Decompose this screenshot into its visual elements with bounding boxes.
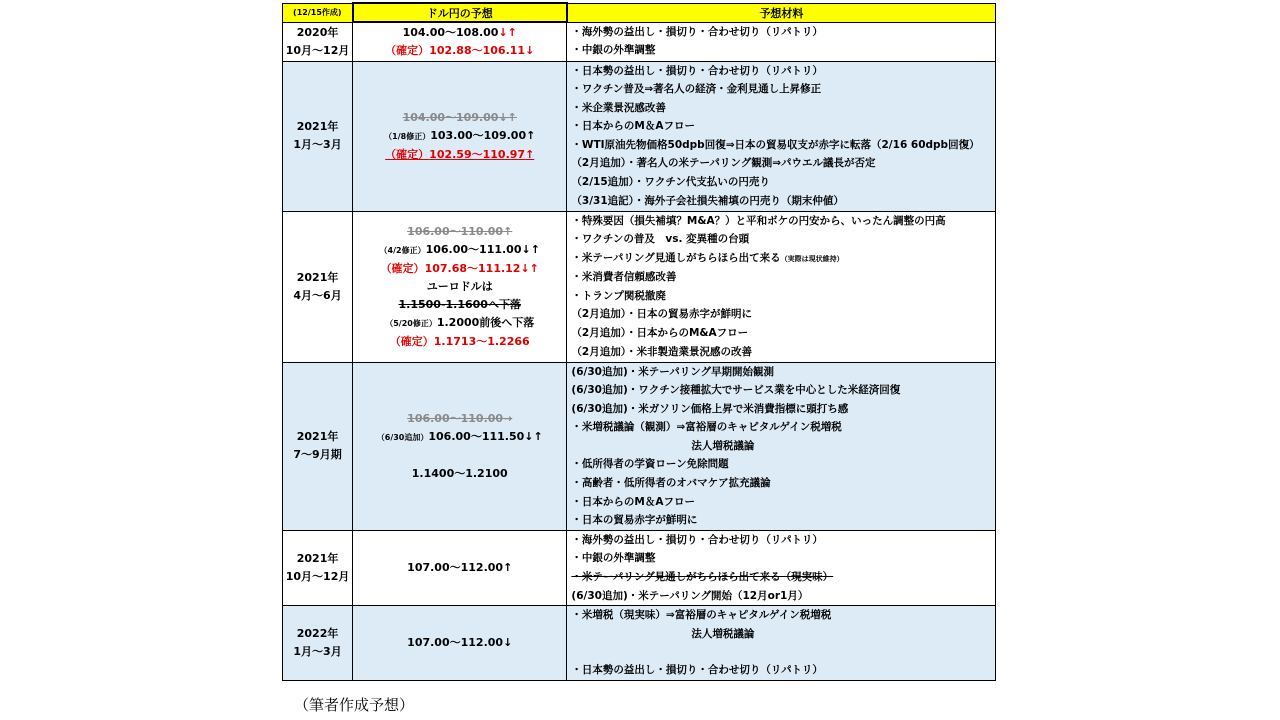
header-row <box>283 3 996 22</box>
material-item: (6/30追加)・米テーパリング開始（12月or1月） <box>571 589 809 602</box>
material-spacer <box>571 643 995 661</box>
material-item: ・中銀の外準調整 <box>571 552 656 565</box>
table-row <box>283 211 996 362</box>
material-item: (6/30追加)・米テーパリング早期開始観測 <box>571 365 775 378</box>
material-item: ・海外勢の益出し・損切り・合わせ切り（リパトリ） <box>571 25 823 38</box>
material-note: （実際は現状維持） <box>780 254 844 263</box>
material-item: ・特殊要因（損失補填？M&A？）と平和ボケの円安から、いったん調整の円高 <box>571 214 946 227</box>
caption: （筆者作成予想） <box>294 696 415 714</box>
forecast-line: （確定）102.59～110.97↑ <box>385 147 535 161</box>
forecast-cell <box>353 22 567 61</box>
table-row <box>283 606 996 681</box>
period-cell <box>283 530 353 605</box>
material-item: ・ワクチンの普及 vs. 変異種の台頭 <box>571 233 750 246</box>
forecast-line: 106.00～110.00→ <box>407 411 513 425</box>
material-item: 法人増税議論 <box>691 439 755 452</box>
period-range: 4月～6月 <box>293 288 342 302</box>
forecast-line: （4/2修正）106.00～111.00↓↑ <box>379 242 540 256</box>
forecast-line: 104.00～109.00↓↑ <box>402 110 517 124</box>
period-cell <box>283 22 353 61</box>
period-range: 7～9月期 <box>293 448 342 462</box>
period-cell <box>283 61 353 211</box>
material-item: 法人増税議論 <box>691 627 755 640</box>
period-range: 1月～3月 <box>293 138 342 151</box>
period-cell <box>283 606 353 681</box>
period-cell <box>283 362 353 530</box>
table-row <box>283 22 996 61</box>
header-materials: 予想材料 <box>567 3 996 22</box>
forecast-cell <box>353 61 567 211</box>
forecast-table <box>282 2 996 681</box>
forecast-line: 104.00～108.00↓↑ <box>402 25 517 39</box>
material-item: （2月追加）・米非製造業景況感の改善 <box>571 345 752 358</box>
materials-cell <box>567 606 996 681</box>
forecast-cell <box>353 211 567 362</box>
period-year: 2020年 <box>296 25 339 39</box>
forecast-cell <box>353 606 567 681</box>
material-item: （2/15追加）・ワクチン代支払いの円売り <box>571 176 770 189</box>
period-year: 2021年 <box>296 552 339 566</box>
forecast-line: （確定）102.88～106.11↓ <box>385 43 535 57</box>
forecast-cell <box>353 530 567 605</box>
period-year: 2022年 <box>296 627 339 641</box>
material-item: ・米増税（現実味）⇒富裕層のキャピタルゲイン税増税 <box>571 609 832 622</box>
period-range: 10月～12月 <box>285 43 350 57</box>
forecast-line: 1.1500-1.1600へ下落 <box>398 297 521 311</box>
material-item: ・日本勢の益出し・損切り・合わせ切り（リパトリ） <box>571 664 823 677</box>
table-row <box>283 61 996 211</box>
materials-cell <box>567 362 996 530</box>
forecast-line: （確定）107.68～111.12↓↑ <box>380 261 539 275</box>
material-item: ・高齢者・低所得者のオバマケア拡充議論 <box>571 477 771 490</box>
material-item: （2月追加）・日本からのM&Aフロー <box>571 327 749 340</box>
material-item: ・日本勢の益出し・損切り・合わせ切り（リパトリ） <box>571 64 823 77</box>
material-item: （3/31追記）・海外子会社損失補填の円売り（期末仲値） <box>571 194 844 207</box>
material-item: ・WTI原油先物価格50dpb回復⇒日本の貿易収支が赤字に転落（2/16 60dpb回復） <box>571 138 980 151</box>
materials-cell <box>567 211 996 362</box>
period-range: 10月～12月 <box>285 570 350 584</box>
material-item: ・日本からのM＆Aフロー <box>571 495 695 508</box>
material-item: (6/30追加)・ワクチン接種拡大でサービス業を中心とした米経済回復 <box>571 384 901 397</box>
forecast-line: （1/8修正）103.00～109.00↑ <box>384 128 536 142</box>
period-year: 2021年 <box>296 120 339 133</box>
forecast-line: 1.1400～1.2100 <box>411 466 508 480</box>
forecast-line: （6/30追加）106.00～111.50↓↑ <box>376 429 543 443</box>
materials-cell <box>567 530 996 605</box>
material-item: ・海外勢の益出し・損切り・合わせ切り（リパトリ） <box>571 533 823 546</box>
forecast-line: ユーロドルは <box>426 279 493 293</box>
materials-cell <box>567 61 996 211</box>
forecast-cell <box>353 362 567 530</box>
material-item: ・日本からのM＆Aフロー <box>571 120 695 133</box>
material-item: （2月追加）・著名人の米テーパリング観測⇒パウエル議長が否定 <box>571 157 876 170</box>
material-item: ・米増税議論（観測）⇒富裕層のキャピタルゲイン税増税 <box>571 421 842 434</box>
forecast-spacer <box>353 447 566 465</box>
material-item: ・中銀の外準調整 <box>571 44 656 57</box>
material-item: ・トランプ関税撤廃 <box>571 289 666 302</box>
period-year: 2021年 <box>296 270 339 284</box>
forecast-line: 107.00～112.00↑ <box>407 561 513 575</box>
period-year: 2021年 <box>296 430 339 444</box>
material-item: ・米消費者信頼感改善 <box>571 271 677 284</box>
header-forecast: ドル円の予想 <box>353 3 567 22</box>
forecast-line: （確定）1.1713～1.2266 <box>389 334 530 348</box>
table-row <box>283 362 996 530</box>
period-cell <box>283 211 353 362</box>
materials-cell <box>567 22 996 61</box>
material-item: ・米企業景況感改善 <box>571 101 666 114</box>
material-item: ・ワクチン普及⇒著名人の経済・金利見通し上昇修正 <box>571 83 822 96</box>
material-item: ・米テーパリング見通しがちらほら出て来る（実際は現状維持） <box>571 251 844 264</box>
table-row <box>283 530 996 605</box>
forecast-line: 106.00～110.00↑ <box>407 224 513 238</box>
forecast-line: （5/20修正）1.2000前後へ下落 <box>385 315 535 329</box>
material-item: (6/30追加)・米ガソリン価格上昇で米消費指標に頭打ち感 <box>571 402 849 415</box>
material-item: ・日本の貿易赤字が鮮明に <box>571 514 698 527</box>
material-item: ・米テーパリング見通しがちらほら出て来る（現実味） <box>571 571 834 584</box>
header-note: (12/15作成) <box>283 3 353 22</box>
material-item: （2月追加）・日本の貿易赤字が鮮明に <box>571 308 752 321</box>
forecast-line: 107.00～112.00↓ <box>407 636 513 650</box>
material-item: ・低所得者の学資ローン免除問題 <box>571 458 729 471</box>
period-range: 1月～3月 <box>293 645 342 659</box>
